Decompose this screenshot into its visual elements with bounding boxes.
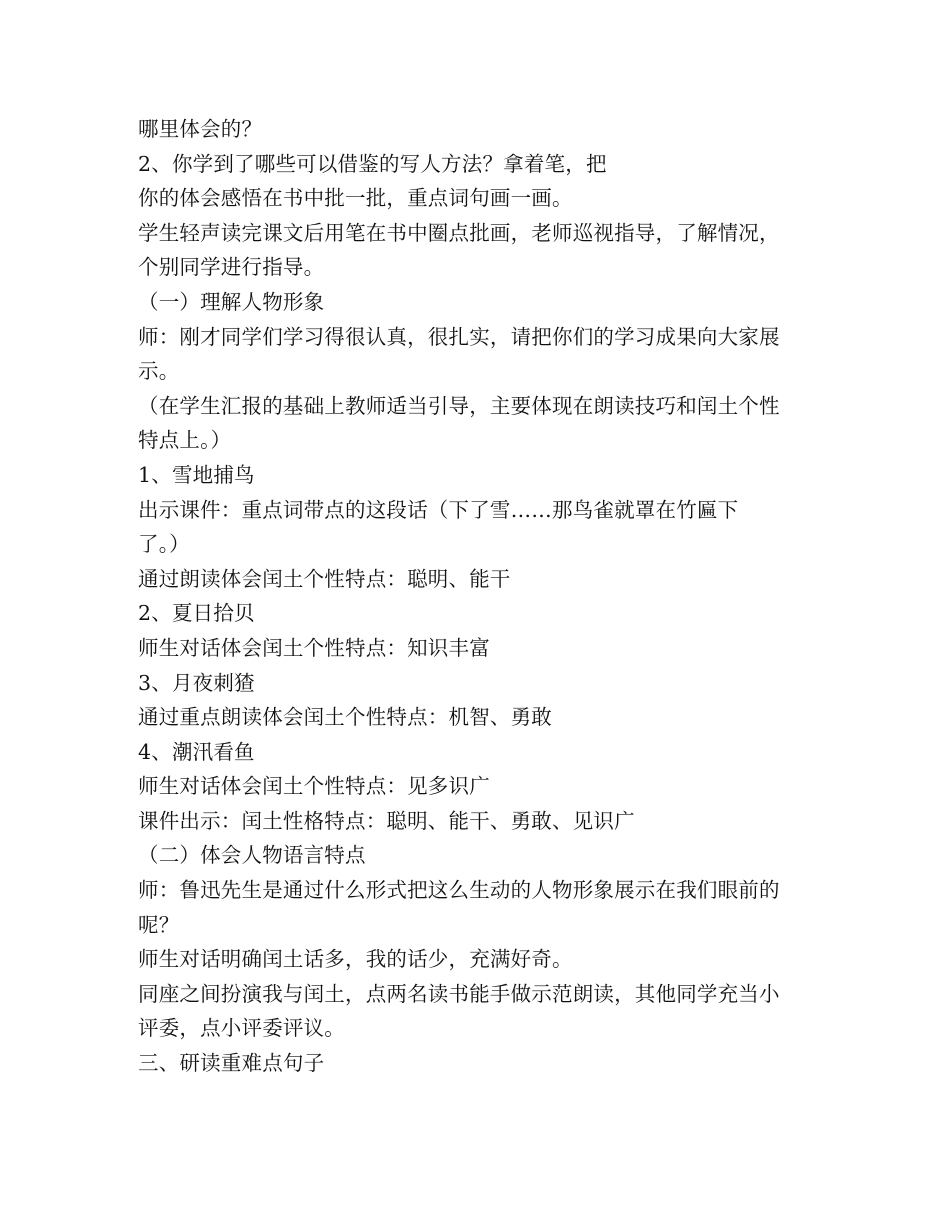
text-line: 师生对话体会闰土个性特点：知识丰富 bbox=[138, 635, 490, 660]
subsection-heading: 1、雪地捕鸟 bbox=[138, 462, 255, 487]
text-line: 同座之间扮演我与闰土，点两名读书能手做示范朗读，其他同学充当小 bbox=[138, 981, 780, 1006]
text-line: 课件出示：闰土性格特点：聪明、能干、勇敢、见识广 bbox=[138, 808, 635, 833]
text-line: 通过重点朗读体会闰土个性特点：机智、勇敢 bbox=[138, 705, 552, 730]
section-heading: 三、研读重难点句子 bbox=[138, 1051, 325, 1076]
text-line: 师：鲁迅先生是通过什么形式把这么生动的人物形象展示在我们眼前的 bbox=[138, 878, 780, 903]
section-heading: （二）体会人物语言特点 bbox=[138, 843, 366, 868]
text-line: 示。 bbox=[138, 359, 180, 384]
document-body bbox=[138, 112, 818, 1081]
text-line: 师生对话体会闰土个性特点：见多识广 bbox=[138, 774, 490, 799]
text-line: 师：刚才同学们学习得很认真，很扎实，请把你们的学习成果向大家展 bbox=[138, 324, 780, 349]
text-line: 了。） bbox=[138, 532, 190, 557]
text-line: 呢？ bbox=[138, 912, 180, 937]
section-heading: （一）理解人物形象 bbox=[138, 289, 325, 314]
subsection-heading: 4、潮汛看鱼 bbox=[138, 739, 255, 764]
text-line: 2、你学到了哪些可以借鉴的写人方法？拿着笔，把 bbox=[138, 151, 607, 176]
text-line: 个别同学进行指导。 bbox=[138, 255, 325, 280]
text-line: 评委，点小评委评议。 bbox=[138, 1016, 345, 1041]
text-line: 特点上。） bbox=[138, 428, 232, 453]
text-line: 出示课件：重点词带点的这段话（下了雪……那鸟雀就罩在竹匾下 bbox=[138, 497, 739, 522]
text-line: 哪里体会的？ bbox=[138, 117, 263, 141]
subsection-heading: 2、夏日拾贝 bbox=[138, 601, 255, 626]
text-line: （在学生汇报的基础上教师适当引导，主要体现在朗读技巧和闰土个性 bbox=[138, 393, 780, 418]
subsection-heading: 3、月夜刺猹 bbox=[138, 670, 255, 695]
text-line: 你的体会感悟在书中批一批，重点词句画一画。 bbox=[138, 186, 573, 211]
text-line: 通过朗读体会闰土个性特点：聪明、能干 bbox=[138, 566, 511, 591]
text-line: 学生轻声读完课文后用笔在书中圈点批画，老师巡视指导，了解情况， bbox=[138, 220, 780, 245]
text-line: 师生对话明确闰土话多，我的话少，充满好奇。 bbox=[138, 947, 573, 972]
